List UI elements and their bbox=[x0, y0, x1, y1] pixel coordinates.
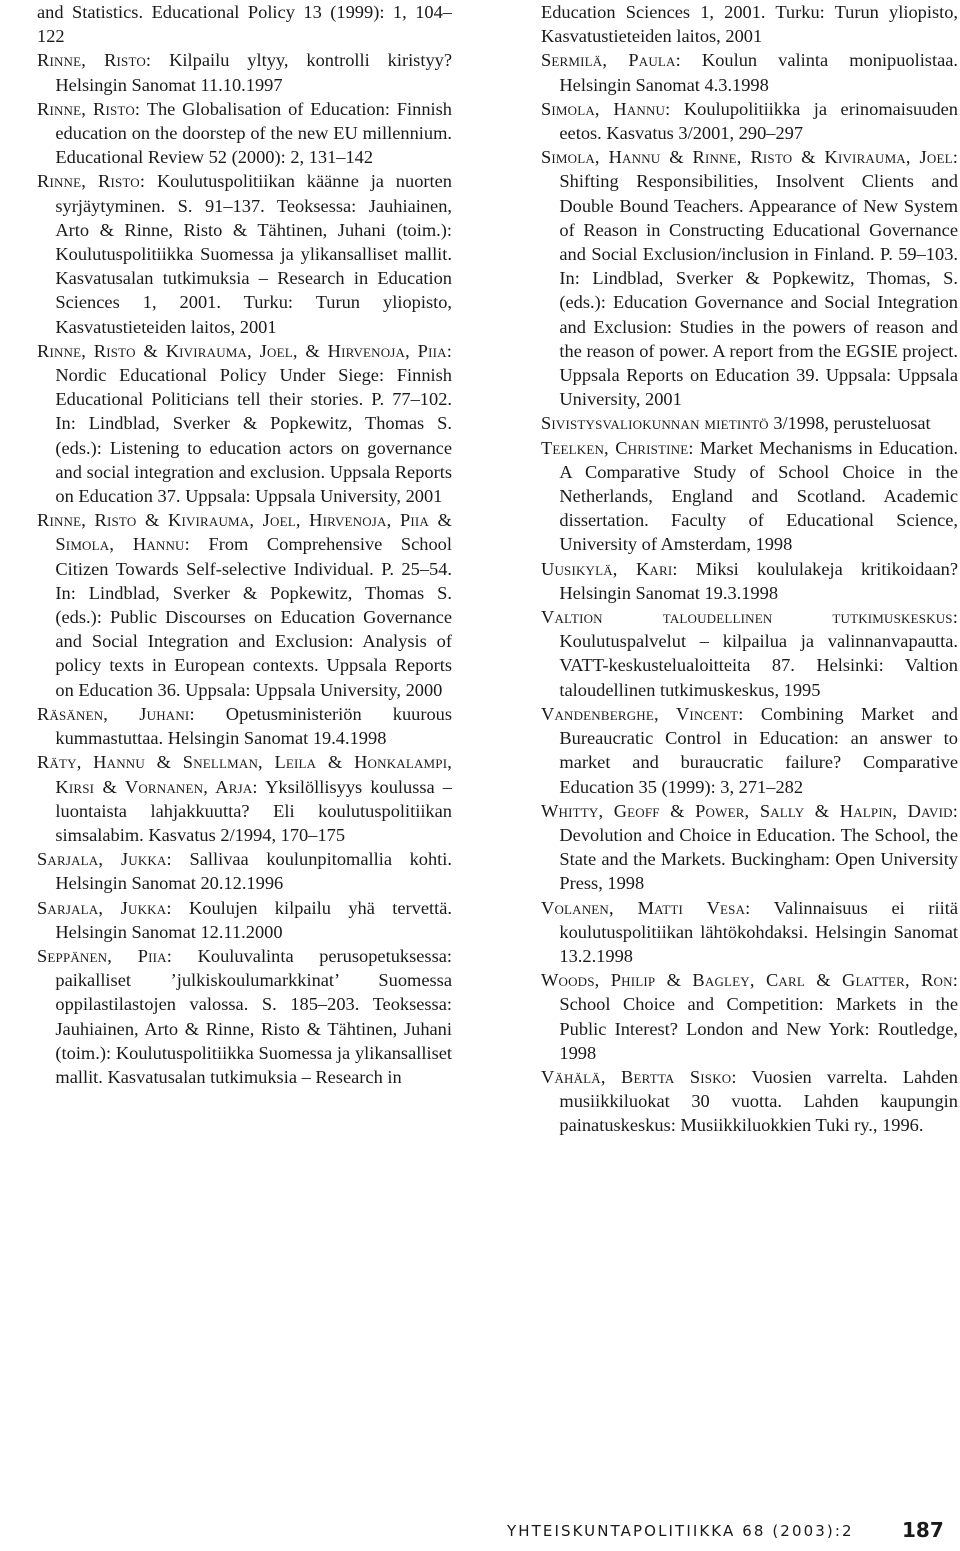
reference-text: Shifting Responsibilities, Insolvent Clients and Double Bound Teachers. Appearance of New System of Reason in Constructing Educational Governance and Social Exclusion/inclusion in Finland. P. 59–103. In: Lindblad, Sverker & Popkewitz, Thomas, S. (eds.): Education Governance and Social Integration and Exclusion: Studies in the powers of reason and the reason of power. A report from the EGSIE project. Uppsala Reports on Education 39. Uppsala: Uppsala University, 2001 bbox=[559, 171, 958, 410]
reference-authors: Sivistysvaliokunnan mietintö bbox=[541, 413, 769, 434]
reference-entry bbox=[541, 97, 958, 145]
reference-text: Yksilöllisyys koulussa – luontaista lahjakkuutta? Eli koulutuspolitiikan simsalabim. Kasvatus 2/1994, 170–175 bbox=[55, 776, 452, 845]
reference-text: Vuosien varrelta. Lahden musiikkiluokat 30 vuotta. Lahden kaupungin painatuskeskus: Musiikkiluokkien Tuki ry., 1996. bbox=[559, 1066, 958, 1136]
reference-authors: Simola, Hannu: bbox=[541, 98, 671, 119]
reference-authors: Rinne, Risto & Kivirauma, Joel, & Hirvenoja, Piia: bbox=[37, 340, 452, 361]
reference-entry bbox=[541, 436, 958, 557]
reference-text: Valinnaisuus ei riitä koulutuspolitiikan lähtökohdaksi. Helsingin Sanomat 13.2.1998 bbox=[559, 897, 958, 966]
reference-authors: Rinne, Risto: bbox=[37, 98, 141, 119]
reference-entry bbox=[541, 1065, 958, 1138]
reference-entry bbox=[541, 557, 958, 605]
reference-authors: Volanen, Matti Vesa: bbox=[541, 897, 751, 918]
reference-authors: Räty, Hannu & Snellman, Leila & Honkalampi, Kirsi & Vornanen, Arja: bbox=[37, 752, 452, 797]
reference-text: Market Mechanisms in Education. A Comparative Study of School Choice in the Netherlands, England and Scotland. Academic dissertation. Faculty of Educational Science, University of Amsterdam, 1998 bbox=[559, 437, 959, 555]
reference-entry bbox=[37, 847, 452, 895]
reference-text: Koulun valinta monipuolistaa. Helsingin Sanomat 4.3.1998 bbox=[559, 50, 958, 95]
reference-entry bbox=[37, 169, 452, 338]
reference-text: 3/1998, perusteluosat bbox=[768, 413, 931, 434]
reference-authors: Sermilä, Paula: bbox=[541, 50, 681, 71]
page-footer bbox=[0, 1519, 960, 1549]
reference-authors: Woods, Philip & Bagley, Carl & Glatter, Ron: bbox=[541, 970, 958, 991]
reference-entry bbox=[541, 145, 958, 411]
reference-text: Kouluvalinta perusopetuksessa: paikalliset ’julkiskoulumarkkinat’ Suomessa oppilastilastojen valossa. S. 185–203. Teoksessa: Jauhiainen, Arto & Rinne, Risto & Tähtinen, Juhani (toim.): Koulutuspolitiikka Suomessa ja ylikansalliset mallit. Kasvatusalan tutkimuksia – Research in bbox=[55, 945, 452, 1087]
reference-authors: Sarjala, Jukka: bbox=[37, 849, 172, 870]
reference-entry bbox=[37, 702, 452, 750]
reference-authors: Sarjala, Jukka: bbox=[37, 897, 172, 918]
reference-text: Combining Market and Bureaucratic Control in Education: an answer to market and buraucratic failure? Comparative Education 35 (1999): 3, 271–282 bbox=[559, 703, 958, 797]
reference-authors: Seppänen, Piia: bbox=[37, 945, 173, 966]
reference-authors: Valtion taloudellinen tutkimuskeskus: bbox=[541, 607, 958, 628]
page-number: 187 bbox=[902, 1518, 944, 1542]
reference-list-left bbox=[37, 0, 452, 1089]
reference-entry bbox=[37, 97, 452, 170]
reference-entry bbox=[541, 702, 958, 799]
reference-entry bbox=[541, 605, 958, 702]
reference-entry bbox=[37, 339, 452, 508]
reference-text: Nordic Educational Policy Under Siege: Finnish Educational Politicians tell their stories. P. 77–102. In: Lindblad, Sverker & Popkewitz, Thomas S. (eds.): Listening to education actors on governance and social integration and exclusion. Uppsala Reports on Education 37. Uppsala: Uppsala University, 2001 bbox=[55, 365, 452, 507]
reference-text: From Comprehensive School Citizen Towards Self-selective Individual. P. 25–54. In: Lindblad, Sverker & Popkewitz, Thomas S. (eds.): Public Discourses on Education Governance and Social Integration and Exclusion: Analysis of policy texts in European contexts. Uppsala Reports on Education 36. Uppsala: Uppsala University, 2000 bbox=[55, 534, 452, 700]
reference-text: School Choice and Competition: Markets in the Public Interest? London and New York: Routledge, 1998 bbox=[559, 994, 958, 1063]
reference-authors: Vähälä, Bertta Sisko: bbox=[541, 1066, 737, 1087]
reference-entry bbox=[541, 411, 958, 435]
reference-authors: Simola, Hannu & Rinne, Risto & Kivirauma, Joel: bbox=[541, 147, 958, 168]
reference-text: Koulutuspolitiikan käänne ja nuorten syrjäytyminen. S. 91–137. Teoksessa: Jauhiainen, Arto & Rinne, Risto & Tähtinen, Juhani (toim.): Koulutuspolitiikka Suomessa ja ylikansalliset mallit. Kasvatusalan tutkimuksia – Research in Education Sciences 1, 2001. Turku: Turun yliopisto, Kasvatustieteiden laitos, 2001 bbox=[55, 171, 452, 337]
reference-entry bbox=[37, 944, 452, 1089]
reference-list-right bbox=[541, 0, 958, 1138]
reference-text: Devolution and Choice in Education. The School, the State and the Markets. Buckingham: Open University Press, 1998 bbox=[559, 824, 958, 894]
reference-text: Koulujen kilpailu yhä tervettä. Helsingin Sanomat 12.11.2000 bbox=[55, 897, 452, 942]
reference-text: The Globalisation of Education: Finnish education on the doorstep of the new EU millennium. Educational Review 52 (2000): 2, 131–142 bbox=[55, 98, 452, 168]
reference-entry bbox=[37, 48, 452, 96]
reference-text: Kilpailu yltyy, kontrolli kiristyy? Helsingin Sanomat 11.10.1997 bbox=[55, 50, 452, 95]
reference-text: Miksi koululakeja kritikoidaan? Helsingin Sanomat 19.3.1998 bbox=[559, 558, 958, 603]
reference-authors: Rinne, Risto: bbox=[37, 50, 152, 71]
reference-text: Education Sciences 1, 2001. Turku: Turun yliopisto, Kasvatustieteiden laitos, 2001 bbox=[541, 2, 958, 47]
reference-authors: Whitty, Geoff & Power, Sally & Halpin, David: bbox=[541, 800, 958, 821]
journal-running-footer: YHTEISKUNTAPOLITIIKKA 68 (2003):2 bbox=[507, 1522, 854, 1540]
reference-entry bbox=[37, 750, 452, 847]
reference-entry bbox=[541, 968, 958, 1065]
reference-authors: Vandenberghe, Vincent: bbox=[541, 703, 744, 724]
reference-entry bbox=[37, 0, 452, 48]
reference-text: and Statistics. Educational Policy 13 (1999): 1, 104–122 bbox=[37, 2, 452, 47]
reference-text: Koulupolitiikka ja erinomaisuuden eetos. Kasvatus 3/2001, 290–297 bbox=[559, 98, 958, 144]
reference-entry bbox=[541, 896, 958, 969]
reference-entry bbox=[541, 48, 958, 96]
reference-authors: Uusikylä, Kari: bbox=[541, 558, 678, 579]
reference-entry bbox=[37, 508, 452, 702]
reference-entry bbox=[37, 896, 452, 944]
reference-text: Sallivaa koulunpitomallia kohti. Helsingin Sanomat 20.12.1996 bbox=[55, 849, 452, 894]
reference-entry bbox=[541, 799, 958, 896]
reference-authors: Rinne, Risto & Kivirauma, Joel, Hirvenoja, Piia & Simola, Hannu: bbox=[37, 510, 452, 555]
reference-entry bbox=[541, 0, 958, 48]
reference-authors: Rinne, Risto: bbox=[37, 171, 146, 192]
reference-authors: Teelken, Christine: bbox=[541, 437, 694, 458]
reference-authors: Räsänen, Juhani: bbox=[37, 703, 195, 724]
reference-text: Opetusministeriön kuurous kummastuttaa. Helsingin Sanomat 19.4.1998 bbox=[55, 703, 453, 749]
reference-text: Koulutuspalvelut – kilpailua ja valinnanvapautta. VATT-keskustelualoitteita 87. Helsinki: Valtion taloudellinen tutkimuskeskus, 1995 bbox=[559, 631, 958, 700]
